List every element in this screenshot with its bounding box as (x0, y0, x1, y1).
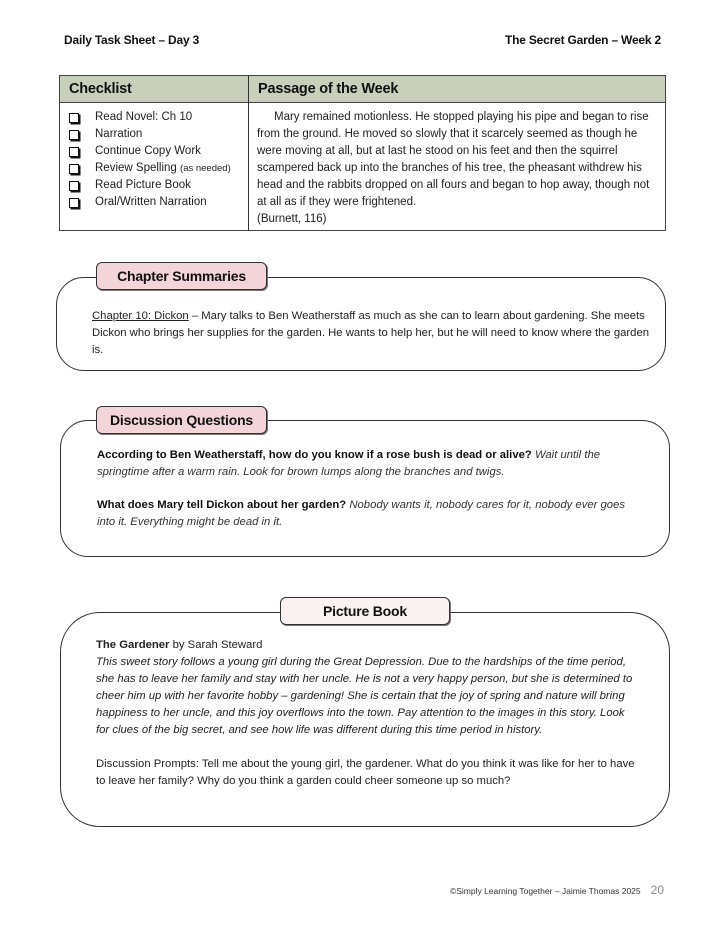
answer: Wait until the springtime after a warm rain. Look for brown lumps along the branches and twigs. (97, 449, 601, 478)
question: What does Mary tell Dickon about her garden? (97, 499, 347, 511)
checkbox-icon[interactable] (69, 181, 79, 191)
page-number: 20 (650, 883, 664, 897)
checklist-item-label: Review Spelling (95, 162, 177, 174)
discussion-item (97, 497, 637, 531)
discussion-prompts: Discussion Prompts: Tell me about the young girl, the gardener. What do you think it was like for her to have to leave her family? Why do you think a garden could cheer someone up so much? (96, 758, 635, 787)
checkbox-icon[interactable] (69, 198, 79, 208)
checklist-item[interactable] (69, 177, 248, 194)
checklist-item[interactable] (69, 109, 248, 126)
checklist-item-label: Oral/Written Narration (95, 196, 207, 208)
document-header-right: The Secret Garden – Week 2 (505, 33, 661, 47)
discussion-questions-title: Discussion Questions (96, 406, 267, 434)
checklist-item[interactable] (69, 143, 248, 160)
checklist (60, 103, 248, 211)
passage-of-the-week (249, 103, 665, 228)
footer (450, 883, 664, 897)
checklist-item[interactable] (69, 160, 248, 177)
discussion-questions-list (97, 447, 637, 547)
picture-book-title: Picture Book (280, 597, 450, 625)
chapter-summary-text: – Mary talks to Ben Weatherstaff as much as she can to learn about gardening. She meets Dickon who brings her supplies for the garden. He wants to help her, but he will need to know where the garden is. (92, 310, 650, 356)
checklist-item[interactable] (69, 194, 248, 211)
checklist-column (60, 76, 249, 230)
question: According to Ben Weatherstaff, how do you know if a rose bush is dead or alive? (97, 449, 532, 461)
copyright: ©Simply Learning Together – Jaimie Thomas 2025 (449, 886, 641, 896)
task-table (59, 75, 666, 231)
answer: Nobody wants it, nobody cares for it, nobody ever goes into it. Everything might be dead in it. (97, 499, 626, 528)
passage-header: Passage of the Week (249, 76, 665, 103)
checklist-item-label: Read Novel: Ch 10 (95, 111, 193, 123)
checklist-item-label: Narration (95, 128, 143, 140)
book-heading (96, 637, 636, 654)
checklist-item-label: Read Picture Book (95, 179, 191, 191)
picture-book-content (96, 637, 636, 790)
chapter-label: Chapter 10: Dickon (92, 310, 189, 322)
passage-text: Mary remained motionless. He stopped playing his pipe and began to rise from the ground. He moved so slowly that it scarcely seemed as though he were moving at all, but at last he stood on his feet and then the squirrel scampered back up into the branches of his tree, the pheasant withdrew his head and the rabbits dropped on all fours and began to hop away, though not at all as if they were frightened. (257, 111, 650, 208)
checkbox-icon[interactable] (69, 164, 79, 174)
passage-citation: (Burnett, 116) (257, 213, 327, 225)
checklist-item-note: (as needed) (180, 163, 231, 174)
chapter-summaries-title: Chapter Summaries (96, 262, 267, 290)
book-description: This sweet story follows a young girl during the Great Depression. Due to the hardships of the time period, she has to leave her family and stay with her uncle. He is not a very happy person, but she is determined to cheer him up with her favorite hobby – gardening! She is certain that the joy of spring and nature will bring happiness to her uncle, and this joy overflows into the town. Pay attention to the images in this story. Look for clues of the big secret, and see how life was different during this time period in history. (96, 656, 633, 736)
passage-column (249, 76, 665, 230)
discussion-item (97, 447, 637, 481)
chapter-summary (92, 308, 652, 359)
checkbox-icon[interactable] (69, 130, 79, 140)
checklist-item[interactable] (69, 126, 248, 143)
checkbox-icon[interactable] (69, 147, 79, 157)
book-title: The Gardener (96, 639, 170, 651)
document-header-left: Daily Task Sheet – Day 3 (64, 33, 200, 47)
checklist-header: Checklist (60, 76, 248, 103)
checkbox-icon[interactable] (69, 113, 79, 123)
checklist-item-label: Continue Copy Work (95, 145, 201, 157)
book-byline: by Sarah Steward (169, 639, 263, 651)
